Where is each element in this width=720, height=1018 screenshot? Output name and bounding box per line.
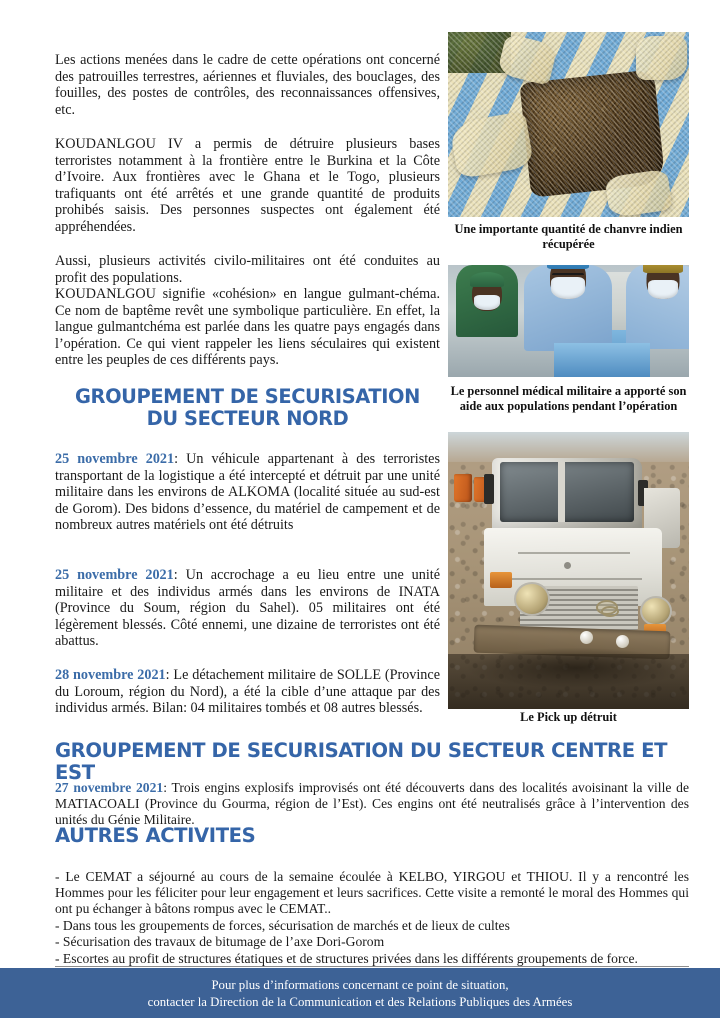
autres-item-1: - Dans tous les groupements de forces, sécurisation de marchés et de lieux de cultes [55,917,510,933]
heading-groupement-secteur-nord [55,386,440,429]
windshield-post [558,462,565,522]
medical-team-photo [448,265,689,377]
nord-entry-1-text: : Un accrochage a eu lieu entre une unité militaire et des individus armés dans les environs de INATA (Province du Soum, région du Sahel). 05 militaires ont été légèrement blessés. Côté ennemi, une dizaine de terroristes ont été abattus. [55,567,441,650]
side-mirror-left [484,474,494,504]
nord-entry-0-date: 25 novembre 2021 [55,451,175,468]
medical-staff-green [456,265,518,377]
heading-nord-line-2: DU SECTEUR NORD [146,406,349,430]
fog-lamp-left [580,631,593,644]
nord-entry-1 [55,567,440,650]
heading-groupement-secteur-centre-est: GROUPEMENT DE SECURISATION DU SECTEUR CENTRE ET EST [55,739,668,784]
medical-caption-line-2: aide aux populations pendant l’opération [459,398,678,413]
heading-nord-line-1: GROUPEMENT DE SECURISATION [75,385,420,408]
centre-staff-mask [551,277,585,299]
destroyed-pickup-caption [443,710,694,725]
nord-entry-1-date: 25 novembre 2021 [55,567,174,584]
hood-seam-lower [508,578,642,580]
intro-paragraph-4: KOUDANLGOU signifie «cohésion» en langue gulmant-chéma. Ce nom de baptême revêt une symbolique particulière. En effet, la langue gulmantchéma est parlée dans les quatre pays engagés dans l’opération. Ce qui vient rappeler les liens séculaires qui existent entre les peuples de ces différents pays. [55,286,440,369]
green-staff-mask [474,295,500,310]
sack-weave-texture [448,32,689,217]
headlamp-right [640,596,672,626]
medical-team-caption [440,384,697,413]
footer-divider [55,966,689,967]
destroyed-pickup-photo [448,432,689,709]
autres-item-3: - Escortes au profit de structures étatiques et de structures privées dans les différents groupements de force. [55,950,638,966]
right-surgical-cap [643,265,683,273]
intro-paragraph-1: Les actions menées dans le cadre de cette opérations ont concerné des patrouilles terrestres, aériennes et fluviales, des bouclages, des fouilles, des postes de contrôles, des reconnaissances offensives, etc. [55,52,440,118]
hemp-caption-line-1: Une importante quantité de chanvre indien [454,222,683,236]
fog-lamp-right [616,635,629,648]
hemp-seizure-photo [448,32,689,217]
centre-est-entry-0-text: : Trois engins explosifs improvisés ont été découverts dans des localités avoisinant la ville de MATIACOALI (Province du Gourma, région de l’Est). Ces engins ont été neutralisés grâce à l’intervention des unités du Génie Militaire. [55,779,689,827]
windshield [500,462,634,522]
footer-contact-banner [0,968,720,1018]
nord-entry-2-text: : Le détachement militaire de SOLLE (Province du Loroum, région du Nord), a été la cible d’une attaque par des individus armés. Bilan: 04 militaires tombés et 08 autres blessés. [55,667,440,717]
nord-entry-0 [55,451,440,534]
autres-item-0: - Le CEMAT a séjourné au cours de la semaine écoulée à KELBO, YIRGOU et THIOU. Il y a rencontré les Hommes pour les féliciter pour leur engagement et leurs sacrifices. Cette visite a remonté le moral des Hommes qui ont pu échanger à bâtons rompus avec le CEMAT.. [55,868,689,916]
sterile-drape [554,343,650,377]
medical-caption-line-1: Le personnel médical militaire a apporté son [450,384,687,398]
right-staff-mask [648,280,678,299]
intro-paragraph-2: KOUDANLGOU IV a permis de détruire plusieurs bases terroristes notamment à la frontière entre le Burkina et la Côte d’Ivoire. Aux frontières avec le Ghana et le Togo, plusieurs trafiquants ont été arrêtés et une grande quantité de produits prohibés saisis. Des personnes suspectes ont également été appréhendées. [55,136,440,235]
nord-entry-0-text: : Un véhicule appartenant à des terroristes transportant de la logistique a été intercepté et détruit par une unité militaire dans les environs de ALKOMA (localité située au sud-est de Gorom). Des bidons d’essence, du matériel de campement et de nombreux autres matériels ont été détruits [55,451,440,534]
turn-signal-left [490,572,512,588]
headlamp-left [514,582,550,616]
footer-line-2: contacter la Direction de la Communication et des Relations Publiques des Armées [147,995,573,1009]
autres-item-2: - Sécurisation des travaux de bitumage de l’axe Dori-Gorom [55,933,385,949]
hood-seam-upper [518,552,630,554]
centre-surgical-cap [547,265,589,269]
centre-est-entry-0-date: 27 novembre 2021 [55,779,164,795]
toyota-emblem-icon [596,600,618,615]
hemp-caption-line-2: récupérée [542,236,595,251]
nord-entry-2 [55,667,440,717]
hemp-seizure-caption [443,222,694,251]
foreground-dark-ground [448,654,689,709]
jerrycan-left [454,474,472,502]
hood-bolt [564,562,571,569]
green-surgical-cap [470,272,504,287]
footer-line-1: Pour plus d’informations concernant ce point de situation, [211,978,509,992]
intro-paragraph-3: Aussi, plusieurs activités civilo-militaires ont été conduites au profit des populations. [55,253,440,286]
pickup-caption-line-1: Le Pick up détruit [520,710,617,724]
heading-autres-activites: AUTRES ACTIVITES [55,824,256,847]
nord-entry-2-date: 28 novembre 2021 [55,667,166,684]
centre-est-entry-0 [55,780,689,829]
